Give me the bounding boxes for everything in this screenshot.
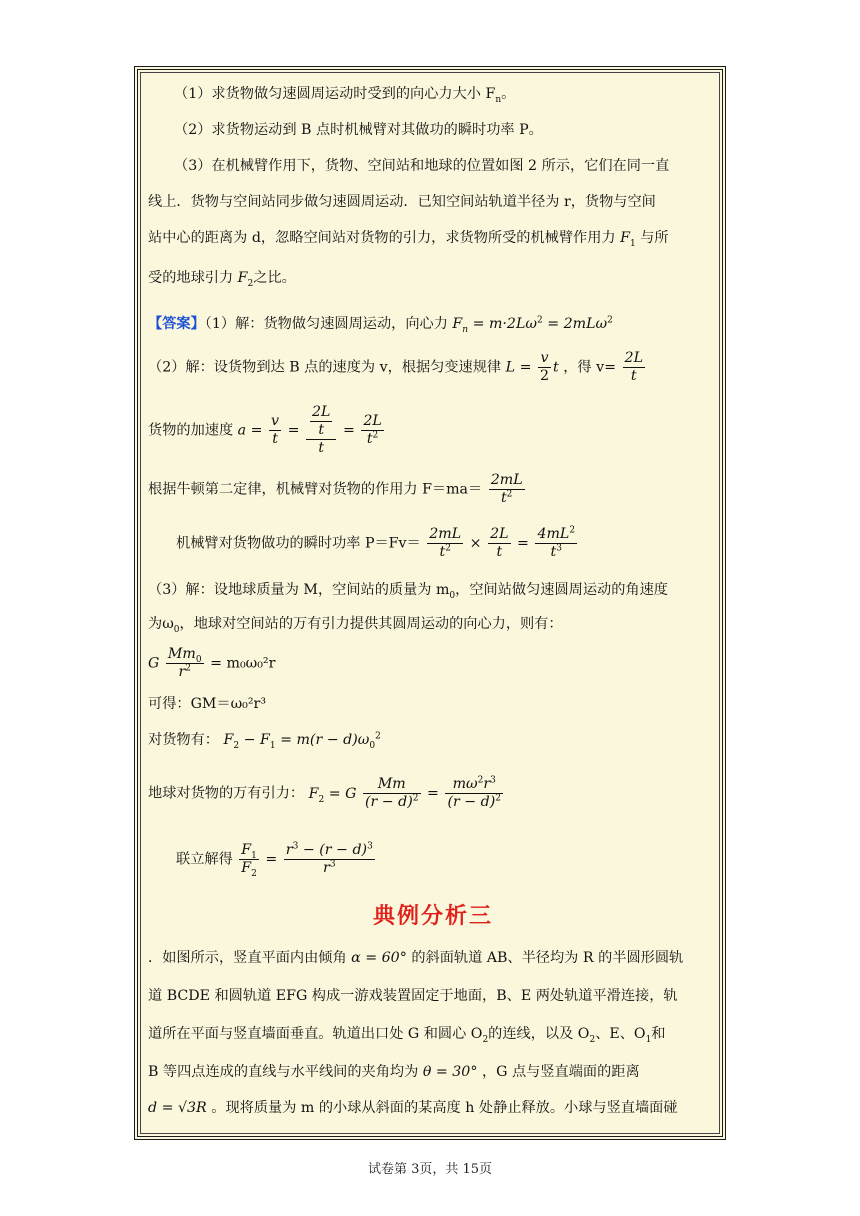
answer-2-acceleration: 货物的加速度 a = $\frac{v}{t}$ = $\frac{\frac{2L}{t}}{t}$ = $\frac{2L}{t^2}$ <box>148 404 382 456</box>
formula-distance: d = √3R <box>148 1100 207 1116</box>
formula-alpha: α = 60° <box>351 950 407 966</box>
document-frame <box>134 66 726 1140</box>
question-3-line-4: 受的地球引力 $F_2$之比。 <box>148 270 296 289</box>
answer-3-gravity: 地球对货物的万有引力： $F_2 = G$ $\frac{Mm}{(r - d)^2}$ = $\frac{m\omega^2r^3}{(r - d)^2}$ <box>148 775 502 810</box>
formula-centripetal: $F_n = m\cdot 2L\omega^2 = 2mL\omega^2$ <box>452 315 613 335</box>
answer-2-power: 机械臂对货物做功的瞬时功率 P＝Fv＝ $\frac{2mL}{t^2}$ × $\frac{2L}{t}$ = $\frac{4mL^2}{t^3}$ <box>176 525 576 560</box>
frac-compound: $\frac{\frac{2L}{t}}{t}$ <box>306 404 336 457</box>
answer-3-cargo: 对货物有： $F_2 - F_1 = m(r - d)\omega_0^2$ <box>148 731 381 751</box>
question-1: （1）求货物做匀速圆周运动时受到的向心力大小 $F_n$。 <box>174 86 516 105</box>
answer-3-line-1: （3）解：设地球质量为 M，空间站的质量为 $m_0$，空间站做匀速圆周运动的角速度 <box>148 582 668 601</box>
answer-3-line-2: 为$\omega_0$，地球对空间站的万有引力提供其圆周运动的向心力，则有： <box>148 616 563 635</box>
question-3-line-1: （3）在机械臂作用下，货物、空间站和地球的位置如图 2 所示，它们在同一直 <box>174 158 670 174</box>
answer-1: 【答案】（1）解：货物做匀速圆周运动，向心力 $F_n = m\cdot 2L\omega^2 = 2mL\omega^2$ <box>148 315 613 335</box>
problem-line-1: ．如图所示，竖直平面内由倾角 α = 60° 的斜面轨道 AB、半径均为 R 的半圆形圆轨 <box>148 950 684 966</box>
answer-3-gm: 可得：GM＝ω₀²r³ <box>148 696 267 712</box>
formula-f1: $F_1$ <box>620 230 636 249</box>
frac-2l-over-t: $\frac{2L}{t}$ <box>624 350 643 384</box>
question-2: （2）求货物运动到 B 点时机械臂对其做功的瞬时功率 P。 <box>174 122 543 138</box>
answer-3-eq1: G $\frac{Mm_0}{r^2}$ = m₀ω₀²r <box>148 646 276 680</box>
answer-tag: 【答案】 <box>148 316 205 332</box>
question-3-line-3: 站中心的距离为 d，忽略空间站对货物的引力，求货物所受的机械臂作用力 $F_1$ 与所 <box>148 230 669 249</box>
problem-line-4: B 等四点连成的直线与水平线间的夹角均为 θ = 30° ，G 点与竖直端面的距离 <box>148 1064 640 1080</box>
answer-2-force: 根据牛顿第二定律，机械臂对货物的作用力 F＝ma＝ $\frac{2mL}{t^2}$ <box>148 472 523 506</box>
problem-line-3: 道所在平面与竖直墙面垂直。轨道出口处 G 和圆心 $O_2$的连线，以及 $O_2$、E、$O_1$和 <box>148 1026 666 1045</box>
answer-3-solve: 联立解得 $\frac{F_1}{F_2}$ = $\frac{r^3 - (r - d)^3}{r^3}$ <box>176 841 373 879</box>
problem-line-2: 道 BCDE 和圆轨道 EFG 构成一游戏装置固定于地面，B、E 两处轨道平滑连接，轨 <box>148 988 678 1004</box>
page-footer: 试卷第 3页，共 15页 <box>367 1162 493 1177</box>
section-heading: 典例分析三 <box>372 903 493 929</box>
answer-2-line-1: （2）解：设货物到达 B 点的速度为 v，根据匀变速规律 L = $\frac{v}{2}$ t ，得 v= $\frac{2L}{t}$ <box>148 350 643 384</box>
question-3-line-2: 线上．货物与空间站同步做匀速圆周运动．已知空间站轨道半径为 r，货物与空间 <box>148 194 656 210</box>
formula-theta: θ = 30° <box>422 1064 478 1080</box>
problem-line-5: d = √3R 。现将质量为 m 的小球从斜面的某高度 h 处静止释放。小球与竖直墙面碰 <box>148 1100 678 1116</box>
formula-f2: $F_2$ <box>237 270 254 289</box>
frac-v-over-2: $\frac{v}{2}$ <box>539 350 550 384</box>
